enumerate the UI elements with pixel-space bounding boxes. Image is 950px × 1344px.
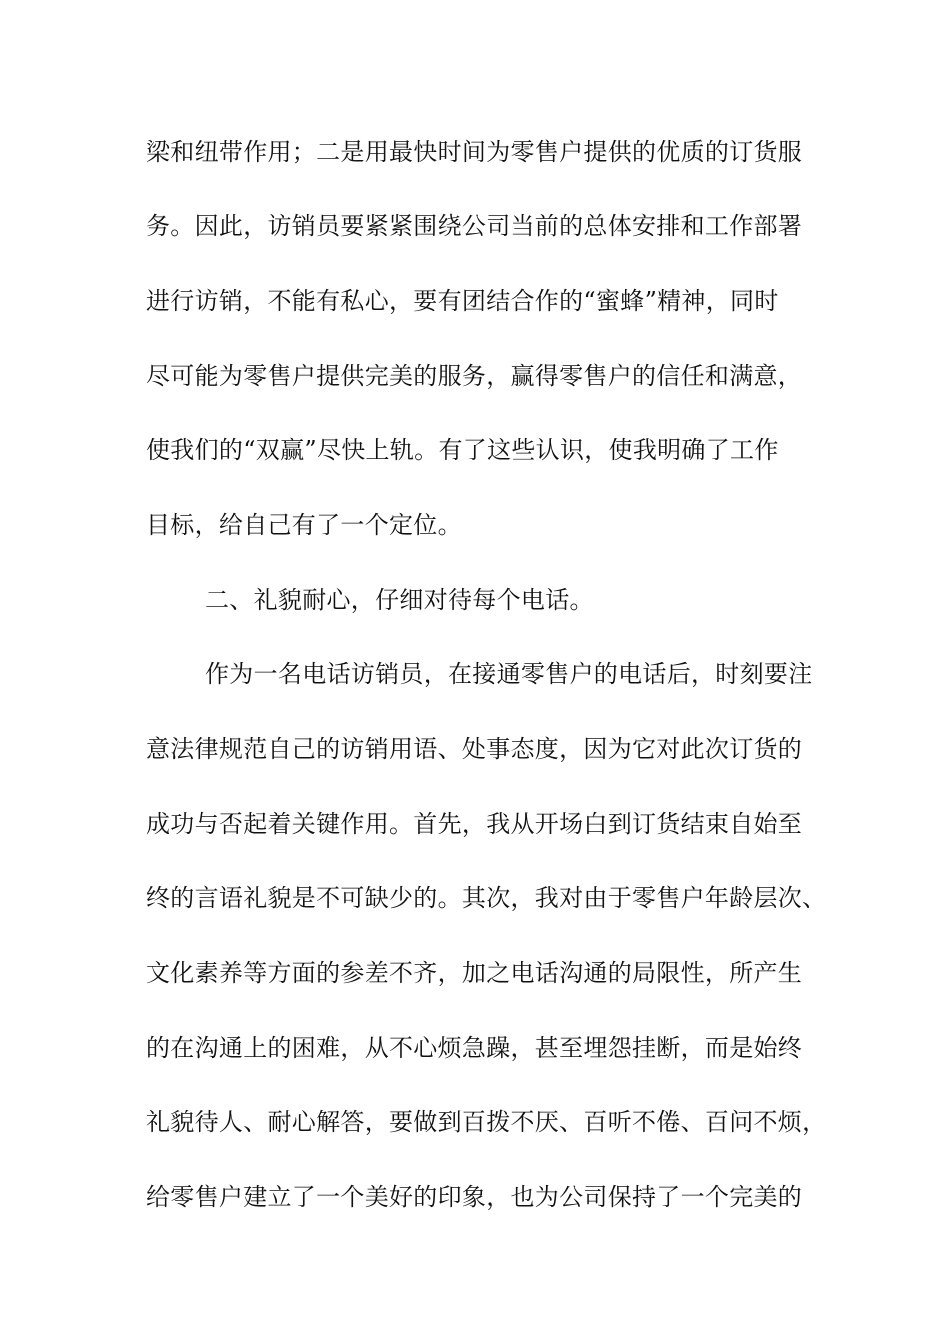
text-line: 务。因此，访销员要紧紧围绕公司当前的总体安排和工作部署 (146, 212, 803, 240)
text-line: 成功与否起着关键作用。首先，我从开场白到订货结束自始至 (146, 810, 803, 838)
text-line: 意法律规范自己的访销用语、处事态度，因为它对此次订货的 (146, 735, 803, 763)
text-line: 梁和纽带作用；二是用最快时间为零售户提供的优质的订货服 (146, 138, 803, 166)
text-line: 终的言语礼貌是不可缺少的。其次，我对由于零售户年龄层次、 (146, 884, 827, 912)
text-line: 礼貌待人、耐心解答，要做到百拨不厌、百听不倦、百问不烦， (146, 1108, 827, 1136)
text-line: 的在沟通上的困难，从不心烦急躁，甚至埋怨挂断，而是始终 (146, 1034, 803, 1062)
text-line: 给零售户建立了一个美好的印象，也为公司保持了一个完美的 (146, 1183, 803, 1211)
section-heading: 二、礼貌耐心，仔细对待每个电话。 (205, 586, 594, 614)
text-line: 目标，给自己有了一个定位。 (146, 511, 462, 539)
text-line: 尽可能为零售户提供完美的服务，赢得零售户的信任和满意， (146, 362, 803, 390)
text-line: 使我们的“双赢”尽快上轨。有了这些认识，使我明确了工作 (146, 436, 779, 464)
paragraph-first-line: 作为一名电话访销员，在接通零售户的电话后，时刻要注 (205, 660, 813, 688)
text-line: 进行访销，不能有私心，要有团结合作的“蜜蜂”精神，同时 (146, 287, 779, 315)
text-line: 文化素养等方面的参差不齐，加之电话沟通的局限性，所产生 (146, 959, 803, 987)
